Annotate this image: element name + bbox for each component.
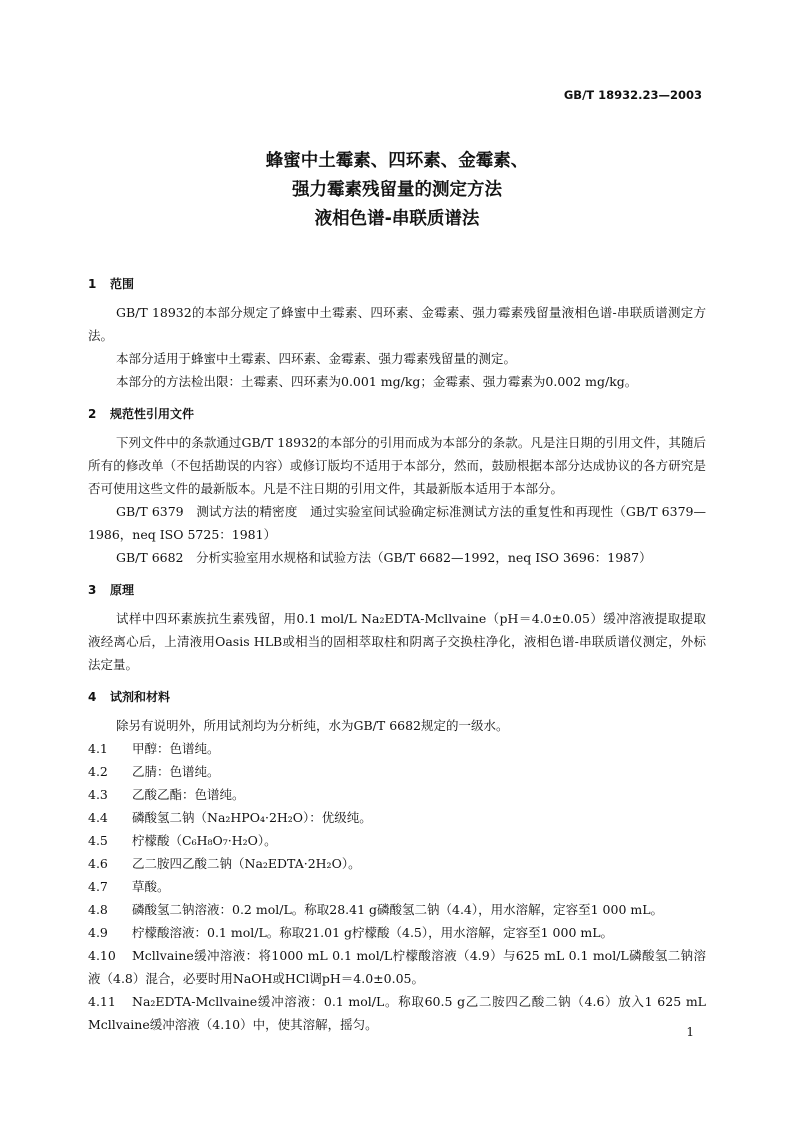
document-title [0,147,794,234]
list-item: 4.6 乙二胺四乙酸二钠（Na₂EDTA·2H₂O）。 [88,856,361,871]
title-line-1: 蜂蜜中土霉素、四环素、金霉素、 [265,151,529,171]
list-item: 4.2 乙腈：色谱纯。 [88,764,220,779]
section-2-heading: 2 规范性引用文件 [88,407,195,421]
list-item: 4.1 甲醇：色谱纯。 [88,741,220,756]
list-item: 4.8 磷酸氢二钠溶液：0.2 mol/L。称取28.41 g磷酸氢二钠（4.4），用水溶解，定容至1 000 mL。 [88,902,664,917]
list-item: 4.3 乙酸乙酯：色谱纯。 [88,787,245,802]
list-item: 4.7 草酸。 [88,879,170,894]
reference-entry: GB/T 6682 分析实验室用水规格和试验方法（GB/T 6682—1992，neq ISO 3696：1987） [116,550,652,565]
paragraph: 除另有说明外，所用试剂均为分析纯，水为GB/T 6682规定的一级水。 [116,718,509,733]
document-body [88,273,706,1036]
page-number: 1 [686,1025,694,1039]
list-item: 4.11 Na₂EDTA-Mcllvaine缓冲溶液：0.1 mol/L。称取60.5 g乙二胺四乙酸二钠（4.6）放入1 625 mL Mcllvaine缓冲溶液（4.10）中，使其溶解，摇匀。 [88,994,706,1032]
list-item: 4.5 柠檬酸（C₆H₈O₇·H₂O）。 [88,833,277,848]
list-item: 4.4 磷酸氢二钠（Na₂HPO₄·2H₂O）：优级纯。 [88,810,372,825]
paragraph: GB/T 18932的本部分规定了蜂蜜中土霉素、四环素、金霉素、强力霉素残留量液相色谱-串联质谱测定方法。 [88,305,706,343]
title-line-3: 液相色谱-串联质谱法 [314,209,480,229]
paragraph: 下列文件中的条款通过GB/T 18932的本部分的引用而成为本部分的条款。凡是注日期的引用文件，其随后所有的修改单（不包括勘误的内容）或修订版均不适用于本部分，然而，鼓励根据本部分达成协议的各方研究是否可使用这些文件的最新版本。凡是不注日期的引用文件，其最新版本适用于本部分。 [88,435,706,496]
list-item: 4.9 柠檬酸溶液：0.1 mol/L。称取21.01 g柠檬酸（4.5），用水溶解，定容至1 000 mL。 [88,925,614,940]
section-3-heading: 3 原理 [88,583,135,597]
paragraph: 试样中四环素族抗生素残留，用0.1 mol/L Na₂EDTA-Mcllvaine（pH＝4.0±0.05）缓冲溶液提取提取液经离心后，上清液用Oasis HLB或相当的固相萃取柱和阴离子交换柱净化，液相色谱-串联质谱仪测定，外标法定量。 [88,611,706,672]
section-4-heading: 4 试剂和材料 [88,690,171,704]
standard-code: GB/T 18932.23—2003 [563,88,702,102]
paragraph: 本部分适用于蜂蜜中土霉素、四环素、金霉素、强力霉素残留量的测定。 [116,351,517,366]
reference-entry: GB/T 6379 测试方法的精密度 通过实验室间试验确定标准测试方法的重复性和再现性（GB/T 6379—1986，neq ISO 5725：1981） [88,504,706,542]
paragraph: 本部分的方法检出限：土霉素、四环素为0.001 mg/kg；金霉素、强力霉素为0.002 mg/kg。 [116,374,638,389]
list-item: 4.10 Mcllvaine缓冲溶液：将1000 mL 0.1 mol/L柠檬酸溶液（4.9）与625 mL 0.1 mol/L磷酸氢二钠溶液（4.8）混合，必要时用NaOH或HCl调pH＝4.0±0.05。 [88,948,706,986]
title-line-2: 强力霉素残留量的测定方法 [292,180,502,200]
section-1-heading: 1 范围 [88,277,135,291]
